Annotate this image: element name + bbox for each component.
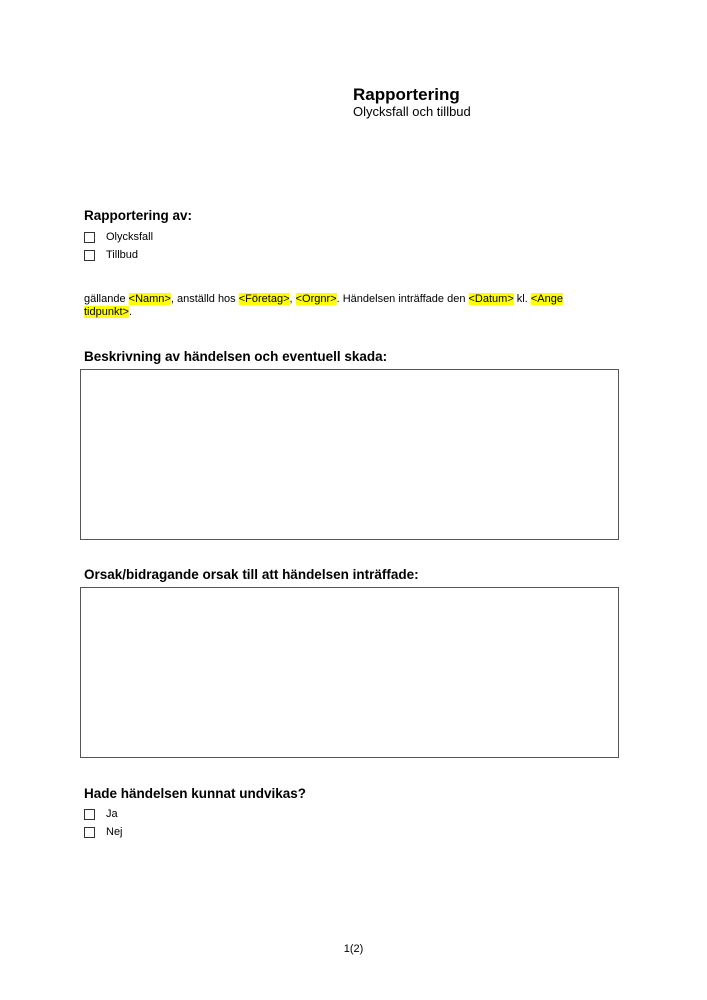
checkbox-tillbud[interactable] [84, 246, 153, 264]
statement-text: kl. [513, 293, 531, 305]
statement-text: gällande [84, 293, 129, 305]
document-title: Rapportering [353, 85, 460, 104]
avoidable-heading: Hade händelsen kunnat undvikas? [84, 786, 307, 801]
statement-text: . Händelsen inträffade den [336, 293, 469, 305]
description-textbox[interactable] [80, 369, 619, 540]
avoidable-options [84, 805, 123, 841]
checkbox-icon[interactable] [84, 827, 95, 838]
statement-text: . [128, 306, 133, 318]
cause-heading: Orsak/bidragande orsak till att händelsen inträffade: [84, 567, 419, 582]
page-number: 1(2) [343, 943, 364, 955]
name-placeholder-field[interactable]: <Namn> [128, 293, 171, 305]
checkbox-label: Olycksfall [106, 231, 154, 243]
statement-paragraph [84, 293, 614, 319]
company-placeholder-field[interactable]: <Företag> [238, 293, 290, 305]
checkbox-ja[interactable] [84, 805, 123, 823]
checkbox-nej[interactable] [84, 823, 123, 841]
description-heading: Beskrivning av händelsen och eventuell skada: [84, 349, 388, 364]
checkbox-label: Tillbud [106, 249, 138, 261]
date-placeholder-field[interactable]: <Datum> [468, 293, 514, 305]
checkbox-label: Nej [106, 826, 123, 838]
orgnr-placeholder-field[interactable]: <Orgnr> [295, 293, 337, 305]
statement-text: , [289, 293, 296, 305]
statement-text: , anställd hos [170, 293, 239, 305]
checkbox-icon[interactable] [84, 250, 95, 261]
checkbox-label: Ja [106, 808, 118, 820]
checkbox-olycksfall[interactable] [84, 228, 153, 246]
report-type-options [84, 228, 153, 264]
report-type-heading: Rapportering av: [84, 208, 193, 223]
cause-textbox[interactable] [80, 587, 619, 758]
document-subtitle: Olycksfall och tillbud [353, 104, 471, 119]
checkbox-icon[interactable] [84, 809, 95, 820]
time-placeholder-field[interactable]: <Ange tidpunkt> [84, 293, 563, 318]
checkbox-icon[interactable] [84, 232, 95, 243]
